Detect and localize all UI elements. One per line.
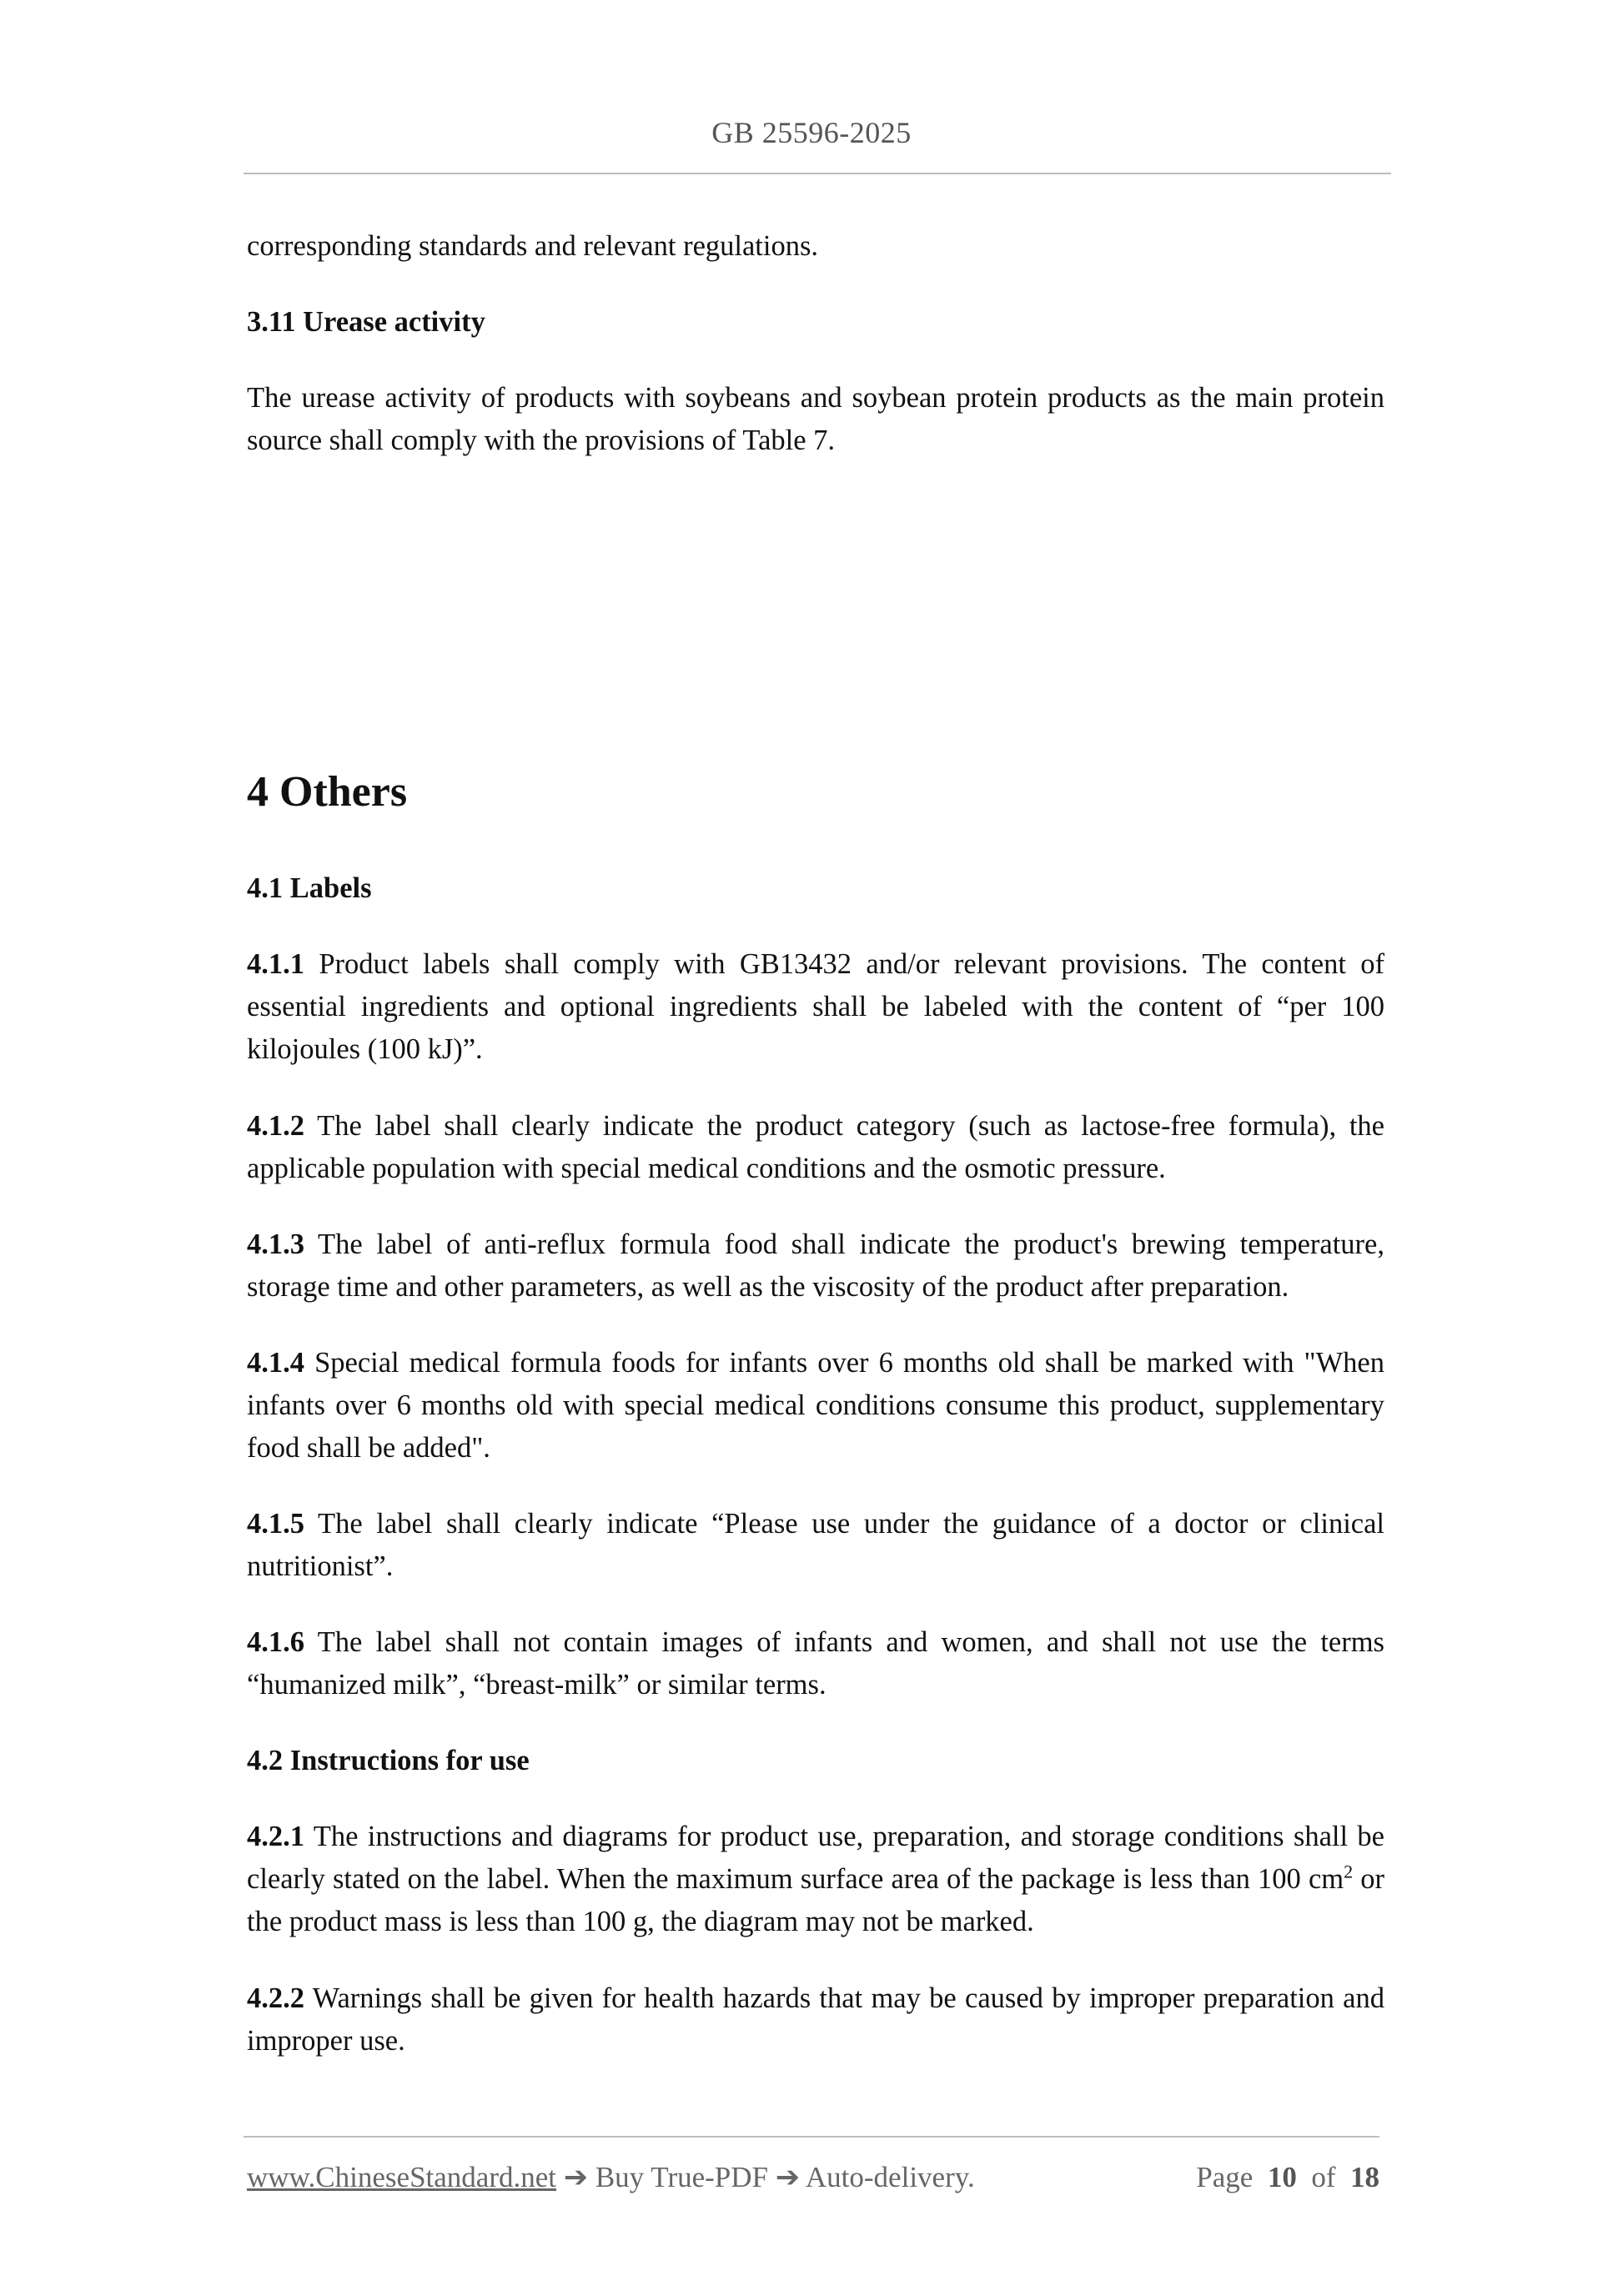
clause-text-continued: or the product mass is less than 100 g, the diagram may not be marked. — [247, 1863, 1384, 1937]
of-label: of — [1311, 2161, 1336, 2193]
auto-delivery-text: Auto-delivery. — [805, 2161, 975, 2193]
running-header: GB 25596-2025 — [711, 116, 912, 149]
current-page: 10 — [1267, 2161, 1297, 2193]
clause-4-2-2 — [247, 1977, 1384, 2062]
page-footer — [247, 2158, 1379, 2198]
clause-text: The label shall clearly indicate “Please use under the guidance of a doctor or clinical nutritionist”. — [247, 1508, 1384, 1582]
clause-number: 4.1.5 — [247, 1508, 304, 1540]
clause-number: 4.2.1 — [247, 1821, 304, 1852]
clause-text: The label shall clearly indicate the product category (such as lactose-free formula), the applicable population with special medical conditions and the osmotic pressure. — [247, 1110, 1384, 1184]
clause-number: 4.1.4 — [247, 1347, 304, 1379]
clause-4-1-6 — [247, 1621, 1384, 1706]
clause-number: 4.1.1 — [247, 948, 304, 980]
buy-pdf-text: Buy True-PDF — [595, 2161, 768, 2193]
header-rule — [244, 173, 1391, 174]
section-4-2-heading: 4.2 Instructions for use — [247, 1745, 530, 1776]
clause-number: 4.1.3 — [247, 1228, 304, 1260]
clause-4-1-4 — [247, 1342, 1384, 1470]
website-link[interactable]: www.ChineseStandard.net — [247, 2161, 556, 2193]
section-4-heading: 4 Others — [247, 768, 408, 816]
clause-text: The label shall not contain images of infants and women, and shall not use the terms “humanized milk”, “breast-milk” or similar terms. — [247, 1626, 1384, 1701]
clause-text: The instructions and diagrams for product use, preparation, and storage conditions shall be clearly stated on the label. When the maximum surface area of the package is less than 100 cm — [247, 1821, 1384, 1895]
page-label: Page — [1196, 2161, 1254, 2193]
arrow-right-icon: ➔ — [775, 2161, 801, 2193]
clause-number: 4.2.2 — [247, 1982, 304, 2014]
section-4-1-heading: 4.1 Labels — [247, 872, 372, 904]
section-3-11-heading: 3.11 Urease activity — [247, 306, 485, 338]
arrow-right-icon: ➔ — [563, 2161, 589, 2193]
clause-4-2-1 — [247, 1816, 1384, 1943]
footer-rule — [244, 2136, 1379, 2138]
urease-paragraph: The urease activity of products with soybeans and soybean protein products as the main protein source shall comply with the provisions of Table 7. — [247, 382, 1384, 456]
clause-number: 4.1.2 — [247, 1110, 304, 1142]
total-pages: 18 — [1350, 2161, 1379, 2193]
clause-4-1-1 — [247, 943, 1384, 1071]
clause-text: Special medical formula foods for infants over 6 months old shall be marked with "When infants over 6 months old with special medical conditions consume this product, supplementary food shall be added". — [247, 1347, 1384, 1464]
continued-paragraph: corresponding standards and relevant regulations. — [247, 230, 818, 262]
clause-text: Warnings shall be given for health hazards that may be caused by improper preparation and improper use. — [247, 1982, 1384, 2057]
clause-4-1-5 — [247, 1503, 1384, 1588]
page-number — [1196, 2158, 1379, 2198]
superscript: 2 — [1344, 1861, 1354, 1882]
clause-text: The label of anti-reflux formula food shall indicate the product's brewing temperature, storage time and other parameters, as well as the viscosity of the product after preparation. — [247, 1228, 1384, 1303]
clause-4-1-2 — [247, 1105, 1384, 1190]
clause-text: Product labels shall comply with GB13432 and/or relevant provisions. The content of essential ingredients and optional ingredients shall be labeled with the content of “per 100 kilojoules (100 kJ)”. — [247, 948, 1384, 1065]
clause-4-1-3 — [247, 1223, 1384, 1309]
clause-number: 4.1.6 — [247, 1626, 304, 1658]
